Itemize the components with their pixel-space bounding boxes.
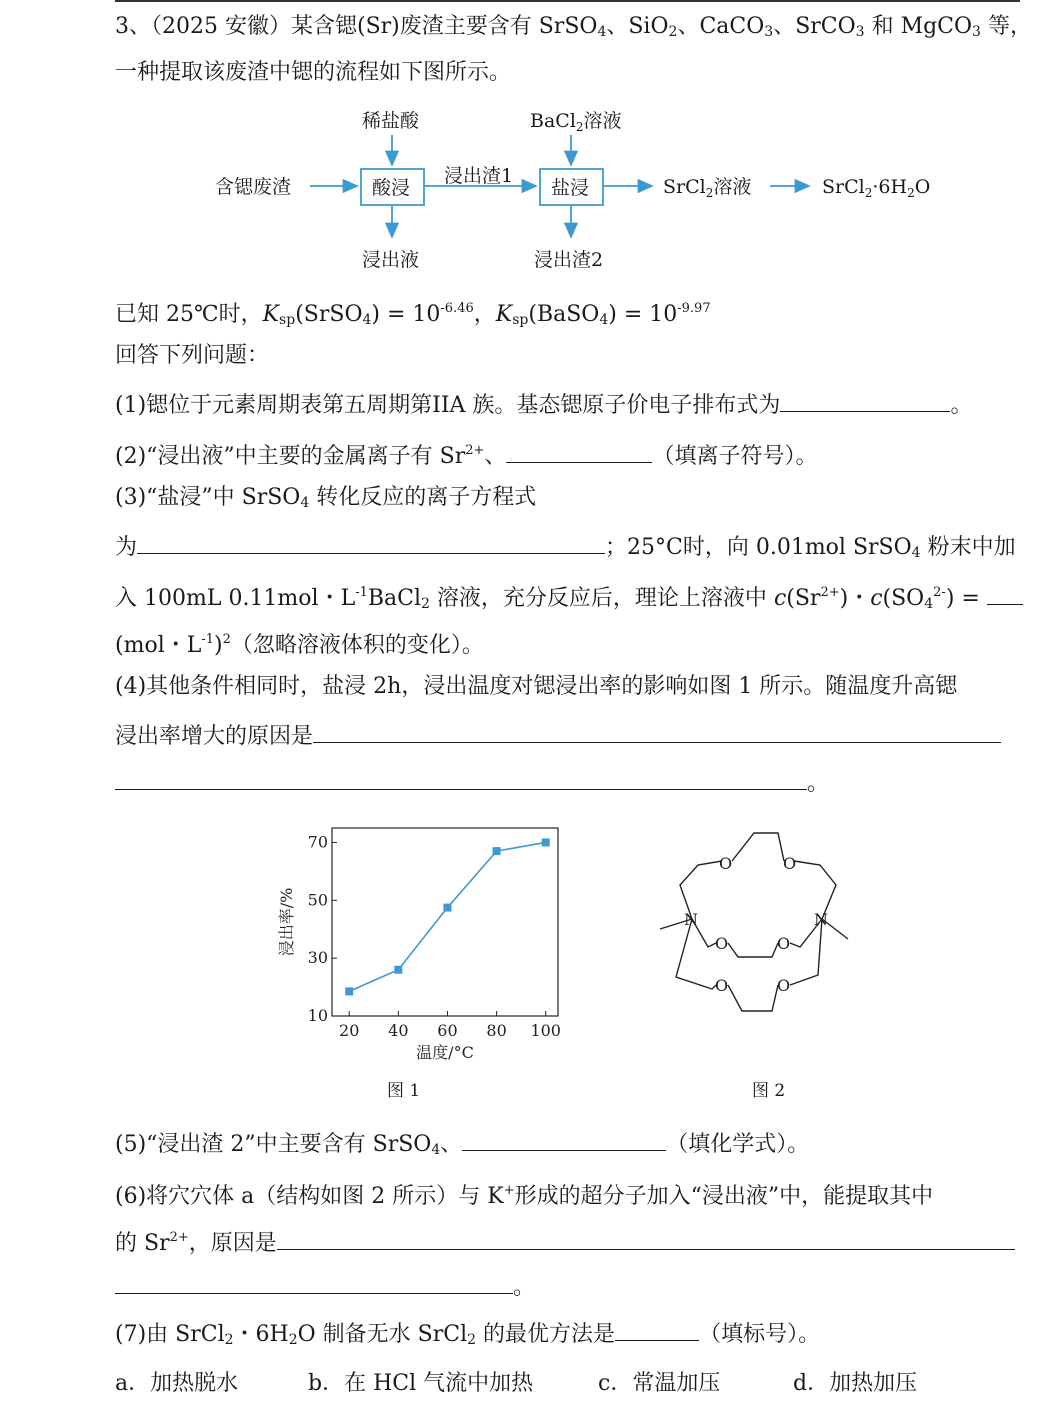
atom-o-6: O [777, 976, 791, 995]
x-tick-label-60: 60 [437, 1021, 458, 1040]
q1-answer-blank[interactable] [780, 389, 950, 412]
x-tick-label-20: 20 [339, 1021, 360, 1040]
q3-line4: (mol・$L^{-1})^2$（忽略溶液体积的变化）。 [115, 632, 484, 658]
flow-reagent1: 稀盐酸 [362, 110, 420, 132]
q4-line2: 浸出率增大的原因是 [115, 720, 1001, 752]
atom-o-5: O [715, 976, 729, 995]
flow-product1: SrCl$_2$溶液 [663, 176, 752, 200]
answer-prompt: 回答下列问题： [115, 343, 270, 368]
top-rule [115, 0, 1020, 2]
q3-equation-blank[interactable] [137, 531, 605, 554]
question-intro: 3、（2025 安徽）某含锶(Sr)废渣主要含有 SrSO$_4$、SiO$_2$、CaCO$_3$、SrCO$_3$ 和 MgCO$_3$ 等， [115, 14, 1032, 40]
q4-answer-blank-1[interactable] [313, 720, 1001, 743]
figure2-cryptand-structure [650, 825, 860, 1025]
x-axis-label: 温度/°C [416, 1043, 474, 1060]
q7-option-d[interactable]: d．加热加压 [793, 1371, 918, 1396]
figure1-chart [270, 820, 570, 1060]
figure2-caption: 图 2 [752, 1081, 786, 1101]
atom-n-2: N [814, 910, 828, 929]
series-line [349, 842, 546, 991]
atom-n-1: N [684, 910, 698, 929]
atom-o-1: O [719, 854, 733, 873]
q1: (1)锶位于元素周期表第五周期第IIA 族。基态锶原子价电子排布式为 。 [115, 389, 972, 421]
q7-option-b[interactable]: b．在 HCl 气流中加热 [308, 1371, 534, 1396]
data-point-60 [443, 904, 451, 912]
q7-answer-blank[interactable] [615, 1318, 699, 1341]
q6-line2: 的 $Sr^{2+}$，原因是 [115, 1223, 1015, 1259]
figure1-caption: 图 1 [387, 1081, 421, 1101]
flow-box1-label: 酸浸 [372, 177, 411, 199]
y-tick-label-50: 50 [307, 890, 328, 910]
q7-option-a[interactable]: a．加热脱水 [115, 1371, 239, 1396]
flow-box2-label: 盐浸 [551, 177, 590, 199]
question-intro-line2: 一种提取该废渣中锶的流程如下图所示。 [115, 60, 512, 85]
data-point-100 [542, 838, 550, 846]
q5-answer-blank[interactable] [462, 1128, 666, 1151]
q3-line1: (3)“盐浸”中 SrSO$_4$ 转化反应的离子方程式 [115, 485, 537, 511]
flow-output1: 浸出液 [362, 249, 420, 271]
atom-o-2: O [783, 854, 797, 873]
atom-o-3: O [715, 934, 729, 953]
flow-input: 含锶废渣 [215, 176, 292, 198]
q6-answer-blank-2[interactable] [115, 1271, 513, 1294]
data-point-40 [394, 966, 402, 974]
flow-stream1: 浸出渣1 [444, 165, 514, 187]
y-tick-label-70: 70 [307, 832, 328, 852]
data-point-80 [493, 847, 501, 855]
q6-line3: 。 [115, 1271, 535, 1303]
question-source: （2025 安徽） [151, 14, 291, 39]
y-tick-label-10: 10 [307, 1006, 328, 1025]
q7-option-c[interactable]: c．常温加压 [598, 1371, 721, 1396]
flow-product2: $SrCl_2\cdot 6H_2O$ [822, 176, 931, 200]
q4-line3: 。 [115, 767, 829, 799]
q2-answer-blank[interactable] [506, 440, 652, 463]
data-point-20 [345, 987, 353, 995]
known-ksp: 已知 25℃时，$K_{sp}(SrSO_4) = 10^{-6.46}$，$K_{sp}(BaSO_4) = 10^{-9.97}$ [115, 301, 711, 328]
flow-output2: 浸出渣2 [534, 249, 604, 271]
q3-line3: 入 100mL 0.11mol・$L^{-1}BaCl_2$ 溶液，充分反应后，理论上溶液中 $c(Sr^{2+})$・$c(SO_4^{2-})$ = [115, 578, 1023, 619]
q4-answer-blank-2[interactable] [115, 767, 807, 790]
x-tick-label-80: 80 [486, 1021, 507, 1040]
process-flowchart [200, 100, 940, 280]
x-tick-label-100: 100 [530, 1021, 561, 1040]
q6-line1: (6)将穴穴体 a（结构如图 2 所示）与 K+形成的超分子加入“浸出液”中，能提取其中 [115, 1183, 934, 1209]
flow-reagent2: BaCl$_2$溶液 [530, 110, 622, 134]
y-axis-label: 浸出率/% [277, 887, 296, 957]
q2: (2)“浸出液”中主要的金属离子有 $Sr^{2+}$、 （填离子符号）。 [115, 436, 817, 472]
q3-line2: 为 ；25°C时，向 0.01mol SrSO$_4$ 粉末中加 [115, 531, 1016, 568]
atom-o-4: O [777, 934, 791, 953]
y-tick-label-30: 30 [307, 948, 328, 968]
x-tick-label-40: 40 [388, 1021, 409, 1040]
q5: (5)“浸出渣 2”中主要含有 SrSO$_4$、 （填化学式）。 [115, 1128, 809, 1165]
plot-frame [332, 828, 558, 1016]
q7: (7)由 SrCl$_2$・$6H_2O$ 制备无水 SrCl$_2$ 的最优方法是 （填标号）。 [115, 1318, 820, 1355]
q6-answer-blank-1[interactable] [277, 1227, 1015, 1250]
q4-line1: (4)其他条件相同时，盐浸 2h，浸出温度对锶浸出率的影响如图 1 所示。随温度升高锶 [115, 674, 958, 699]
question-number: 3、 [115, 14, 151, 39]
q3-product-blank[interactable] [987, 582, 1023, 605]
